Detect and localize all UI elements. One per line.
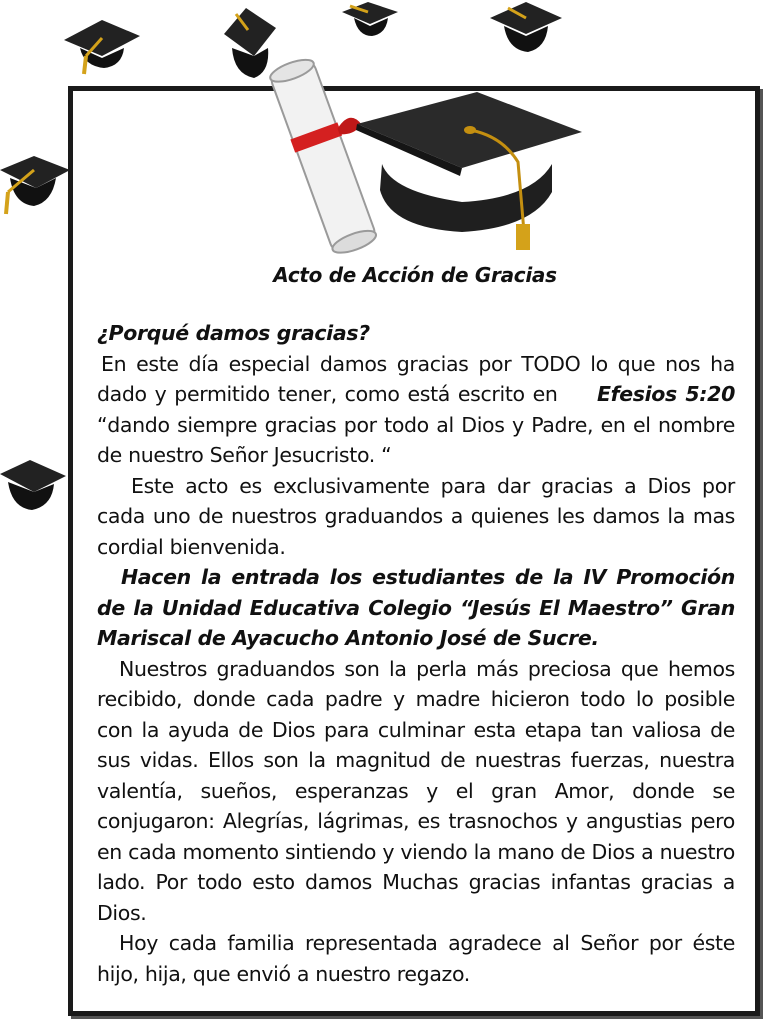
paragraph-families: Hoy cada familia representada agradece al Señor por éste hijo, hija, que envió a nuestro regazo.: [97, 931, 735, 986]
document-body: [97, 318, 735, 989]
paragraph-graduates: Nuestros graduandos son la perla más preciosa que hemos recibido, donde cada padre y madre hicieron todo lo posible con la ayuda de Dios para culminar esta etapa tan valiosa de sus vidas. Ellos son la magnitud de nuestras fuerzas, nuestra valentía, sueños, esperanzas y el gran Amor, donde se conjugaron: Alegrías, lágrimas, es trasnochos y angustias pero en cada momento sintiendo y viendo la mano de Dios a nuestro lado. Por todo esto damos Muchas gracias infantas gracias a Dios.: [97, 656, 735, 925]
graduation-cap-icon: [336, 0, 402, 40]
document-title: Acto de Acción de Gracias: [273, 263, 557, 287]
paragraph-entrance: Hacen la entrada los estudiantes de la IV Promoción de la Unidad Educativa Colegio “Jesús El Maestro” Gran Mariscal de Ayacucho Antonio José de Sucre.: [97, 565, 735, 650]
bible-quote: “dando siempre gracias por todo al Dios y Padre, en el nombre de nuestro Señor Jesucristo. “: [97, 412, 735, 467]
graduation-cap-icon: [0, 456, 70, 518]
bible-reference: Efesios 5:20: [596, 382, 735, 406]
paragraph-intro: [97, 349, 735, 471]
diploma-scroll-icon: [266, 52, 401, 257]
paragraph-purpose: Este acto es exclusivamente para dar gracias a Dios por cada uno de nuestros graduandos a quienes les damos la mas cordial bienvenida.: [97, 473, 735, 559]
graduation-cap-icon: [58, 14, 144, 80]
paragraph-intro-text: En este día especial damos gracias por TODO lo que nos ha dado y permitido tener, como está escrito en: [97, 351, 735, 406]
graduation-cap-icon: [486, 0, 566, 60]
graduation-cap-icon: [0, 148, 72, 220]
mortarboard-icon: [356, 92, 582, 250]
diploma-and-cap-illustration: [262, 52, 592, 257]
section-heading: ¿Porqué damos gracias?: [97, 321, 370, 345]
